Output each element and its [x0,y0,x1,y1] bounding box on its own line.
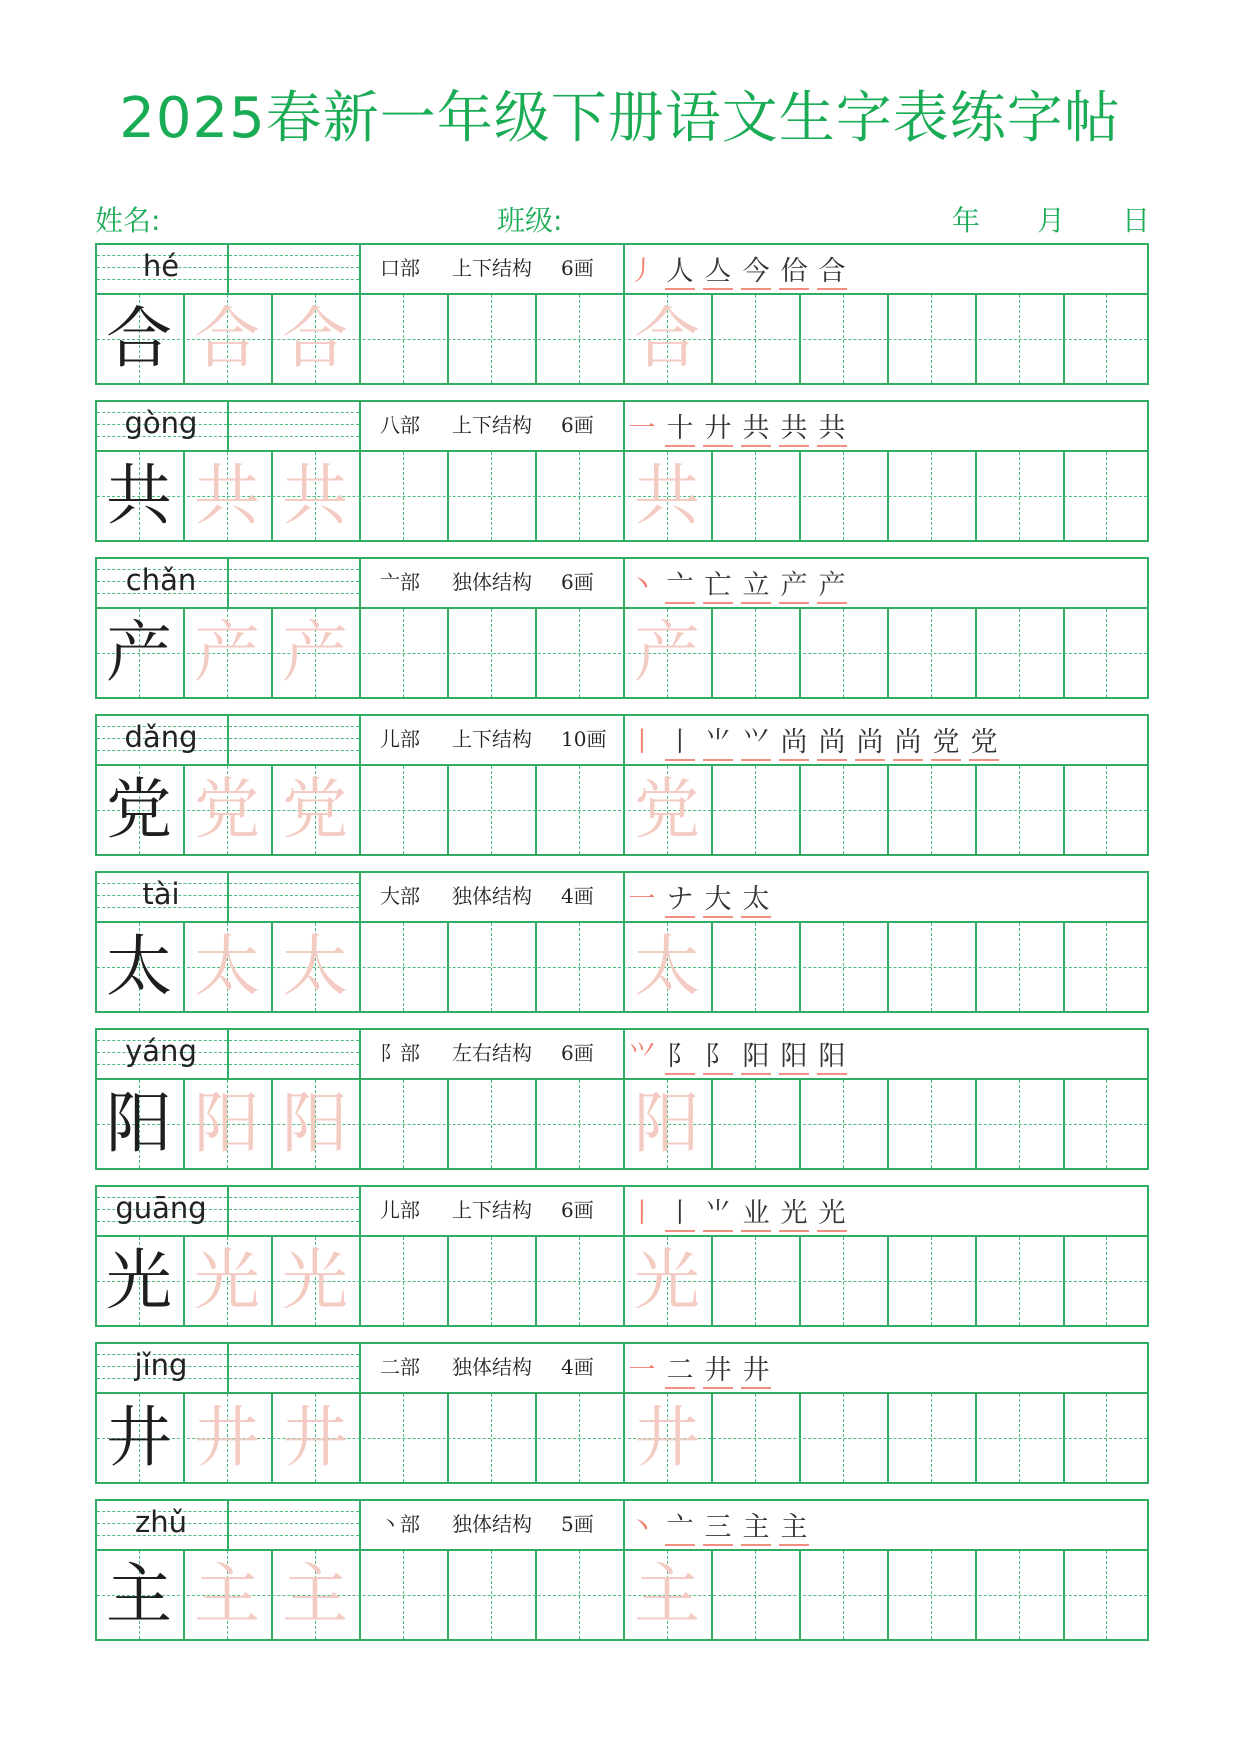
trace-character: 井 [194,1399,260,1476]
stroke-step: ⺍ [628,1040,656,1072]
pinyin: hé [142,249,180,283]
new-stroke-mark [817,288,847,290]
stroke-step: 丨 [665,720,695,759]
model-character: 党 [106,771,172,848]
trace-character: 阳 [282,1085,348,1162]
new-stroke-mark [665,1544,695,1546]
stroke-step: 党 [969,720,999,759]
strokes-info: 4画 [561,1355,594,1379]
name-label: 姓名: [95,204,161,237]
trace-character: 党 [282,771,348,848]
grid-line [623,871,625,921]
stroke-step: 尚 [855,720,885,759]
radical-info: 阝部 [380,1041,420,1065]
stroke-step: 廾 [703,406,733,445]
grid-line [1147,1185,1149,1327]
guide-line [229,593,359,594]
trace-character: 产 [634,614,700,691]
pinyin: gòng [124,406,198,440]
character-row [95,714,1149,856]
trace-character: 光 [194,1242,260,1319]
trace-character: 合 [194,300,260,377]
guide-line [229,1511,359,1512]
stroke-step: 共 [779,406,809,445]
stroke-step: 尚 [893,720,923,759]
trace-character: 共 [282,457,348,534]
new-stroke-mark [779,288,809,290]
guide-line [229,569,359,570]
new-stroke-mark [665,1073,695,1075]
radical-info: 儿部 [380,727,420,751]
guide-line [229,412,359,413]
pinyin: jǐng [134,1348,188,1382]
guide-line [229,1221,359,1222]
character-row [95,1185,1149,1327]
guide-line [229,436,359,437]
year-label: 年 [952,204,981,237]
grid-line [623,714,625,764]
new-stroke-mark [969,759,999,761]
character-row [95,1342,1149,1484]
new-stroke-mark [817,1230,847,1232]
stroke-step: 立 [741,563,771,602]
stroke-step: 主 [741,1505,771,1544]
stroke-order [627,1342,771,1392]
stroke-step: 丿 [628,255,656,287]
stroke-step: 阝 [665,1034,695,1073]
stroke-step: 合 [817,249,847,288]
new-stroke-mark [741,759,771,761]
guide-line [229,1366,359,1367]
stroke-step: 光 [817,1191,847,1230]
guide-line [229,1064,359,1065]
guide-line [229,907,359,908]
trace-character: 合 [634,300,700,377]
guide-line [229,1209,359,1210]
model-character: 井 [106,1399,172,1476]
grid-line [1147,557,1149,699]
guide-line [229,1378,359,1379]
grid-line [227,714,229,764]
grid-line [227,243,229,293]
grid-line [1147,714,1149,856]
radical-info: 八部 [380,413,420,437]
stroke-step: 亡 [703,563,733,602]
stroke-step: 丨 [628,1197,656,1229]
structure-info: 独体结构 [452,1512,532,1536]
new-stroke-mark [665,288,695,290]
new-stroke-mark [779,759,809,761]
guide-line [229,255,359,256]
strokes-info: 6画 [561,256,594,280]
stroke-step: 亼 [703,249,733,288]
pinyin: guāng [115,1191,207,1225]
stroke-step: 太 [741,877,771,916]
month-label: 月 [1037,204,1066,237]
grid-line [95,1028,1149,1030]
new-stroke-mark [741,1387,771,1389]
strokes-info: 6画 [561,413,594,437]
grid-line [359,1028,361,1078]
stroke-step: 丶 [628,1511,656,1543]
grid-line [95,1185,1149,1187]
character-row [95,243,1149,385]
grid-line [623,1499,625,1549]
grid-line [359,400,361,450]
new-stroke-mark [703,1544,733,1546]
stroke-step: 共 [817,406,847,445]
new-stroke-mark [703,288,733,290]
guide-line [229,581,359,582]
guide-line [229,738,359,739]
guide-line [229,1040,359,1041]
stroke-step: 丶 [628,569,656,601]
guide-line [229,750,359,751]
stroke-step: 井 [741,1348,771,1387]
trace-character: 井 [282,1399,348,1476]
structure-info: 左右结构 [452,1041,532,1065]
guide-line [229,1052,359,1053]
page-title: 2025春新一年级下册语文生字表练字帖 [119,86,1121,151]
grid-line [95,557,1149,559]
model-character: 主 [106,1556,172,1633]
new-stroke-mark [817,602,847,604]
pinyin: chǎn [125,563,197,597]
new-stroke-mark [855,759,885,761]
grid-line [623,400,625,450]
character-row [95,400,1149,542]
grid-line [1147,400,1149,542]
new-stroke-mark [665,1387,695,1389]
stroke-step: 丨 [665,1191,695,1230]
new-stroke-mark [931,759,961,761]
pinyin: tài [142,877,180,911]
trace-character: 产 [194,614,260,691]
character-row [95,871,1149,1013]
trace-character: 太 [634,928,700,1005]
grid-line [623,1185,625,1235]
grid-line [227,871,229,921]
structure-info: 上下结构 [452,727,532,751]
grid-line [227,557,229,607]
trace-character: 阳 [194,1085,260,1162]
grid-line [359,557,361,607]
new-stroke-mark [741,916,771,918]
grid-line [1147,1342,1149,1484]
guide-line [229,726,359,727]
grid-line [227,1028,229,1078]
class-label: 班级: [497,204,563,237]
structure-info: 上下结构 [452,256,532,280]
stroke-order [627,1028,847,1078]
pinyin: dǎng [124,720,198,754]
strokes-info: 4画 [561,884,594,908]
grid-line [623,1028,625,1078]
model-character: 阳 [106,1085,172,1162]
stroke-step: 光 [779,1191,809,1230]
stroke-step: 一 [628,883,656,915]
grid-line [1147,1499,1149,1641]
new-stroke-mark [779,1073,809,1075]
stroke-order [627,243,847,293]
stroke-step: 十 [665,406,695,445]
stroke-step: 大 [703,877,733,916]
grid-line [1147,871,1149,1013]
model-character: 太 [106,928,172,1005]
trace-character: 太 [194,928,260,1005]
stroke-order [627,400,847,450]
new-stroke-mark [893,759,923,761]
strokes-info: 6画 [561,1041,594,1065]
trace-character: 光 [634,1242,700,1319]
stroke-step: 亠 [665,1505,695,1544]
radical-info: 丶部 [380,1512,420,1536]
guide-line [229,424,359,425]
trace-character: 主 [634,1556,700,1633]
trace-character: 光 [282,1242,348,1319]
grid-line [227,1185,229,1235]
new-stroke-mark [779,1544,809,1546]
new-stroke-mark [741,1544,771,1546]
new-stroke-mark [817,445,847,447]
grid-line [227,1499,229,1549]
stroke-step: 丨 [628,726,656,758]
grid-line [623,557,625,607]
stroke-step: 今 [741,249,771,288]
stroke-step: 尚 [817,720,847,759]
new-stroke-mark [779,445,809,447]
stroke-step: 业 [741,1191,771,1230]
new-stroke-mark [817,1073,847,1075]
grid-line [95,1499,1149,1501]
stroke-step: 人 [665,249,695,288]
new-stroke-mark [703,1387,733,1389]
structure-info: 独体结构 [452,884,532,908]
guide-line [229,883,359,884]
model-character: 合 [106,300,172,377]
model-character: 光 [106,1242,172,1319]
stroke-step: ⺌ [703,720,733,759]
trace-character: 共 [634,457,700,534]
new-stroke-mark [703,1073,733,1075]
stroke-step: 亠 [665,563,695,602]
grid-line [1147,1028,1149,1170]
grid-line [1147,243,1149,385]
stroke-step: 阳 [741,1034,771,1073]
grid-line [95,400,1149,402]
stroke-step: 产 [779,563,809,602]
stroke-step: 佮 [779,249,809,288]
trace-character: 主 [194,1556,260,1633]
new-stroke-mark [741,1230,771,1232]
stroke-step: ⺍ [741,720,771,759]
grid-line [359,714,361,764]
guide-line [229,1535,359,1536]
structure-info: 独体结构 [452,1355,532,1379]
radical-info: 儿部 [380,1198,420,1222]
stroke-step: 主 [779,1505,809,1544]
stroke-step: 党 [931,720,961,759]
grid-line [623,1342,625,1392]
guide-line [229,267,359,268]
grid-line [359,1185,361,1235]
pinyin: zhǔ [135,1505,187,1539]
stroke-step: 共 [741,406,771,445]
trace-character: 主 [282,1556,348,1633]
new-stroke-mark [665,602,695,604]
stroke-order [627,871,771,921]
trace-character: 井 [634,1399,700,1476]
grid-line [227,1342,229,1392]
new-stroke-mark [703,602,733,604]
trace-character: 产 [282,614,348,691]
grid-line [359,1499,361,1549]
new-stroke-mark [703,759,733,761]
stroke-step: 尚 [779,720,809,759]
trace-character: 党 [634,771,700,848]
grid-line [359,871,361,921]
radical-info: 亠部 [380,570,420,594]
stroke-step: 阝 [703,1034,733,1073]
radical-info: 口部 [380,256,420,280]
new-stroke-mark [741,1073,771,1075]
stroke-step: 三 [703,1505,733,1544]
radical-info: 大部 [380,884,420,908]
grid-line [95,243,1149,245]
character-row [95,1028,1149,1170]
new-stroke-mark [703,916,733,918]
guide-line [229,1523,359,1524]
trace-character: 党 [194,771,260,848]
structure-info: 上下结构 [452,413,532,437]
guide-line [229,279,359,280]
new-stroke-mark [665,445,695,447]
new-stroke-mark [665,916,695,918]
trace-character: 阳 [634,1085,700,1162]
stroke-step: ⺌ [703,1191,733,1230]
new-stroke-mark [665,759,695,761]
model-character: 共 [106,457,172,534]
trace-character: 太 [282,928,348,1005]
new-stroke-mark [703,1230,733,1232]
stroke-step: 二 [665,1348,695,1387]
new-stroke-mark [665,1230,695,1232]
stroke-order [627,1499,809,1549]
new-stroke-mark [703,445,733,447]
strokes-info: 5画 [561,1512,594,1536]
new-stroke-mark [741,445,771,447]
model-character: 产 [106,614,172,691]
pinyin: yáng [125,1034,197,1068]
strokes-info: 10画 [561,727,607,751]
trace-character: 合 [282,300,348,377]
new-stroke-mark [779,602,809,604]
new-stroke-mark [741,288,771,290]
grid-line [95,871,1149,873]
guide-line [229,1197,359,1198]
stroke-step: ナ [665,877,695,916]
grid-line [95,1342,1149,1344]
stroke-step: 阳 [779,1034,809,1073]
structure-info: 独体结构 [452,570,532,594]
stroke-step: 一 [628,412,656,444]
strokes-info: 6画 [561,570,594,594]
grid-line [359,1342,361,1392]
new-stroke-mark [817,759,847,761]
stroke-step: 井 [703,1348,733,1387]
structure-info: 上下结构 [452,1198,532,1222]
stroke-order [627,557,847,607]
new-stroke-mark [779,1230,809,1232]
day-label: 日 [1122,204,1151,237]
new-stroke-mark [741,602,771,604]
strokes-info: 6画 [561,1198,594,1222]
guide-line [229,895,359,896]
stroke-order [627,1185,847,1235]
stroke-order [627,714,999,764]
stroke-step: 产 [817,563,847,602]
character-row [95,1499,1149,1641]
grid-line [227,400,229,450]
radical-info: 二部 [380,1355,420,1379]
grid-line [623,243,625,293]
stroke-step: 一 [628,1354,656,1386]
stroke-step: 阳 [817,1034,847,1073]
guide-line [229,1354,359,1355]
trace-character: 共 [194,457,260,534]
character-row [95,557,1149,699]
grid-line [359,243,361,293]
